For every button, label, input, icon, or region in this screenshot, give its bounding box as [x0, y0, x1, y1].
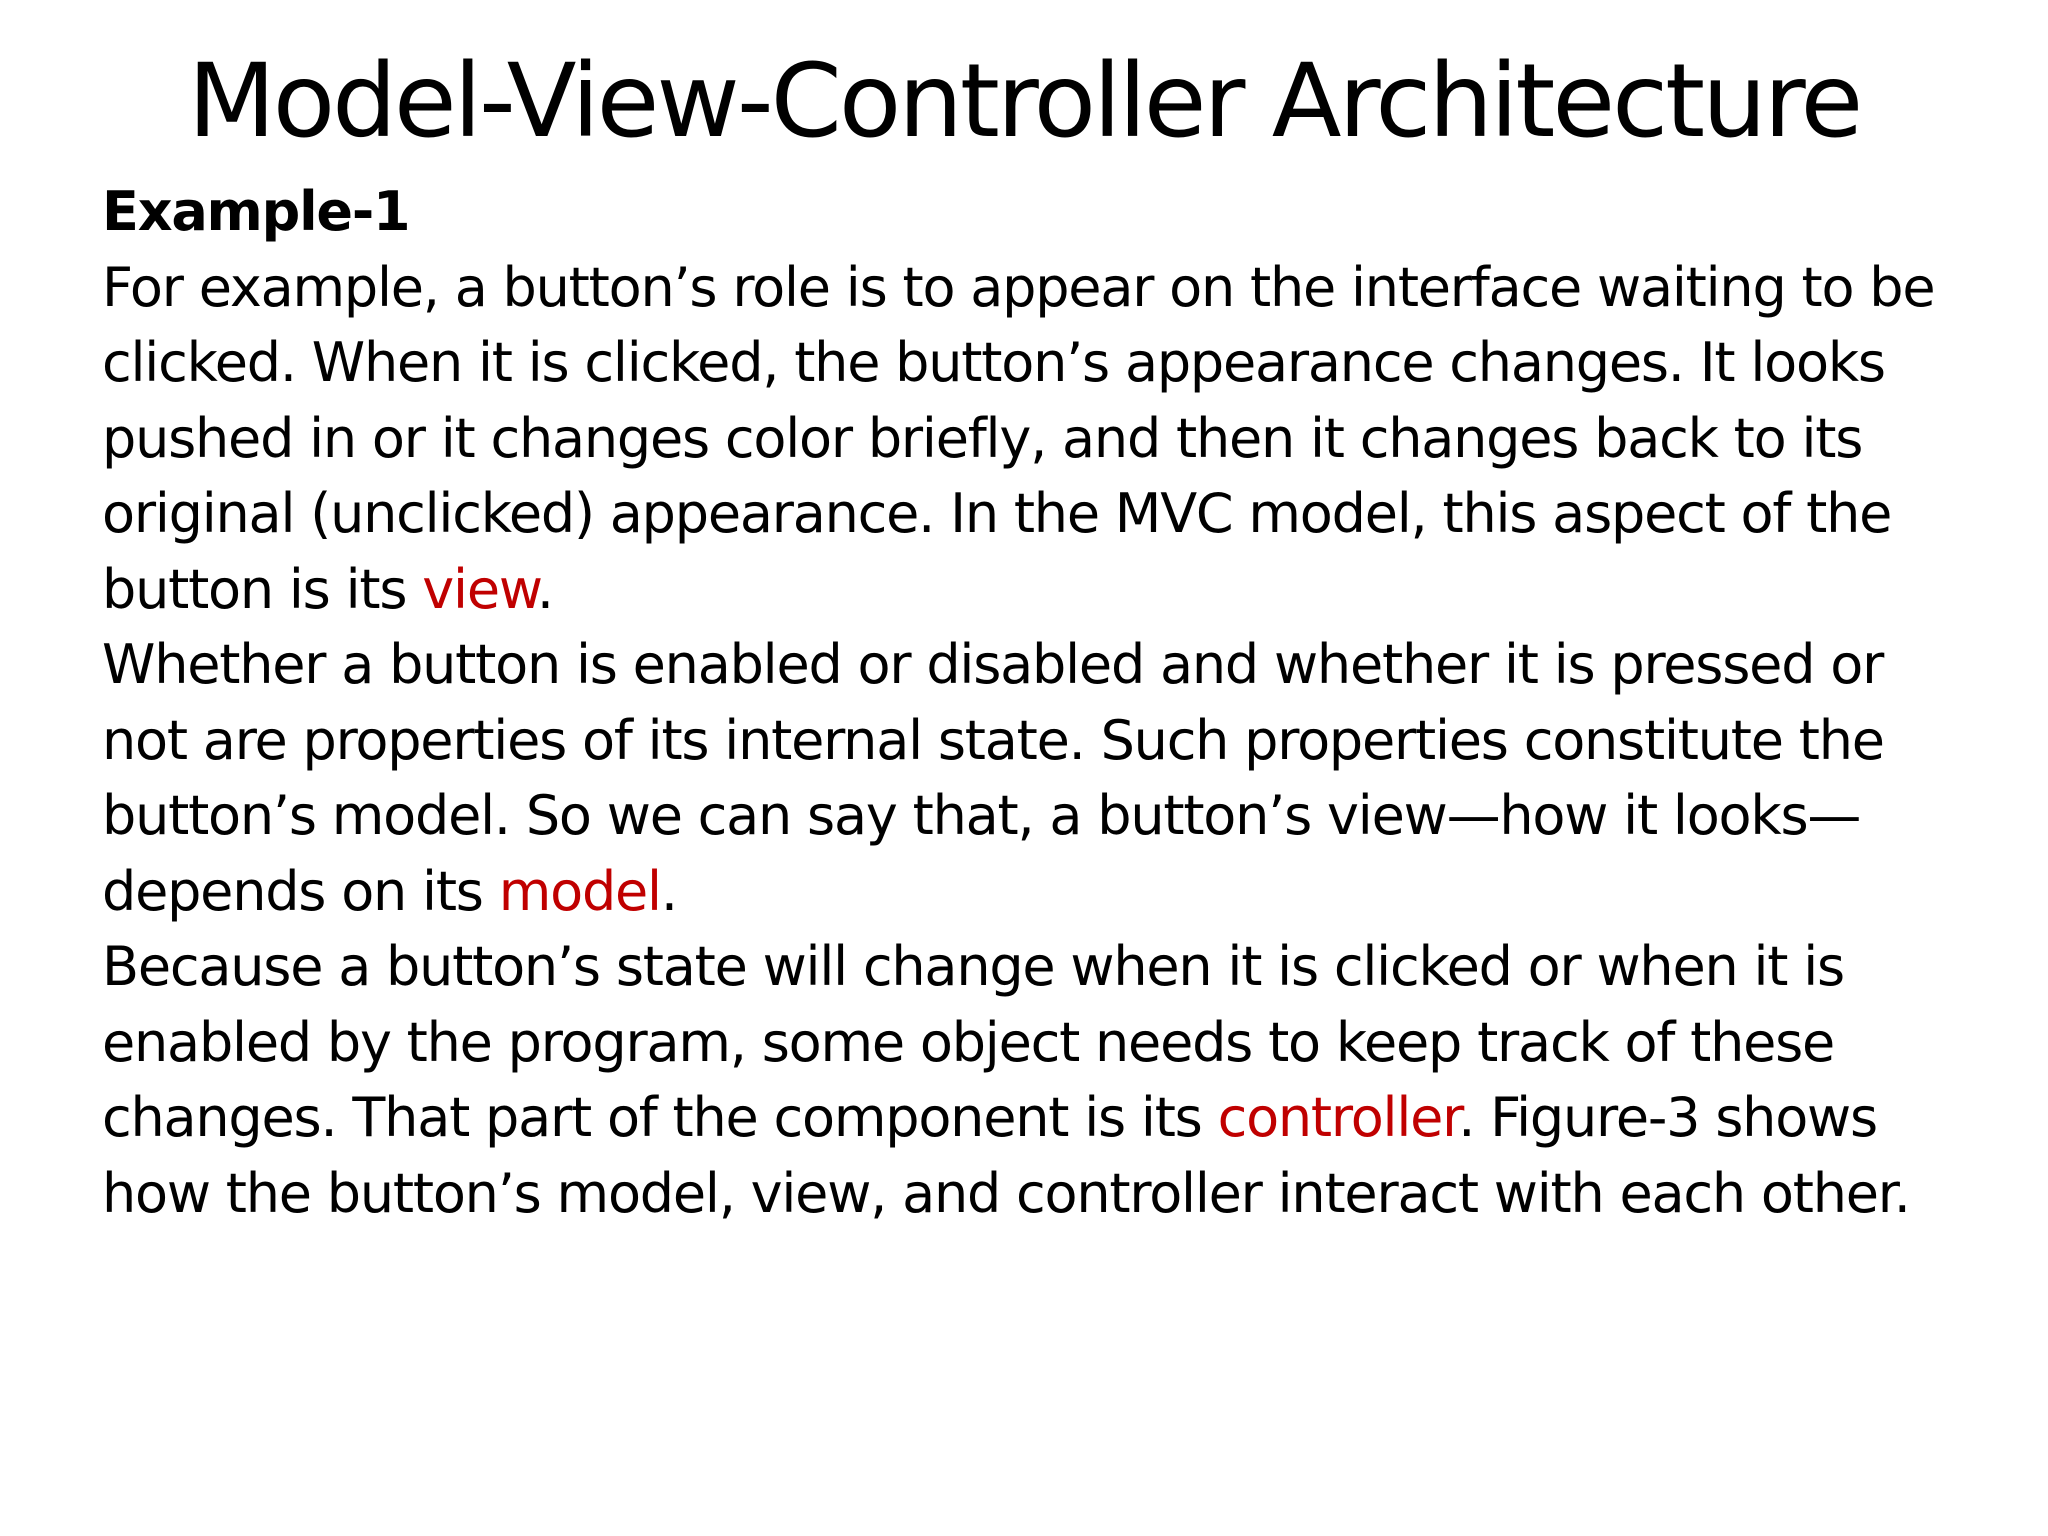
- body-line: clicked. When it is clicked, the button’s appearance changes. It looks: [102, 331, 1885, 394]
- body-line: enabled by the program, some object needs to keep track of these: [102, 1010, 1835, 1074]
- body-line: [102, 552, 1982, 628]
- body-line: button’s model. So we can say that, a button’s view—how it looks—: [102, 784, 1861, 847]
- example-heading: Example-1: [102, 180, 410, 243]
- body-line: For example, a button’s role is to appear on the interface waiting to be: [102, 255, 1935, 319]
- body-line: Whether a button is enabled or disabled and whether it is pressed or: [102, 633, 1884, 696]
- highlight-controller-term: controller: [1217, 1086, 1459, 1149]
- body-text: .: [536, 557, 553, 621]
- body-line: pushed in or it changes color briefly, and then it changes back to its: [102, 406, 1863, 470]
- slide-body: [102, 174, 1982, 1231]
- body-text: button is its: [102, 557, 423, 621]
- slide-title: Model-View-Controller Architecture: [187, 42, 1861, 161]
- body-line: how the button’s model, view, and controller interact with each other.: [102, 1161, 1910, 1225]
- body-text: .: [660, 859, 677, 923]
- highlight-view-term: view: [422, 557, 537, 621]
- body-text: depends on its: [102, 859, 499, 923]
- body-text: . Figure-3 shows: [1458, 1086, 1877, 1149]
- highlight-model-term: model: [498, 859, 661, 923]
- body-line: [102, 1080, 1982, 1156]
- body-line: [102, 854, 1982, 930]
- body-line: original (unclicked) appearance. In the MVC model, this aspect of the: [102, 482, 1892, 545]
- body-line: Because a button’s state will change when it is clicked or when it is: [102, 935, 1844, 998]
- body-text: changes. That part of the component is its: [102, 1086, 1218, 1149]
- body-line: not are properties of its internal state. Such properties constitute the: [102, 708, 1884, 772]
